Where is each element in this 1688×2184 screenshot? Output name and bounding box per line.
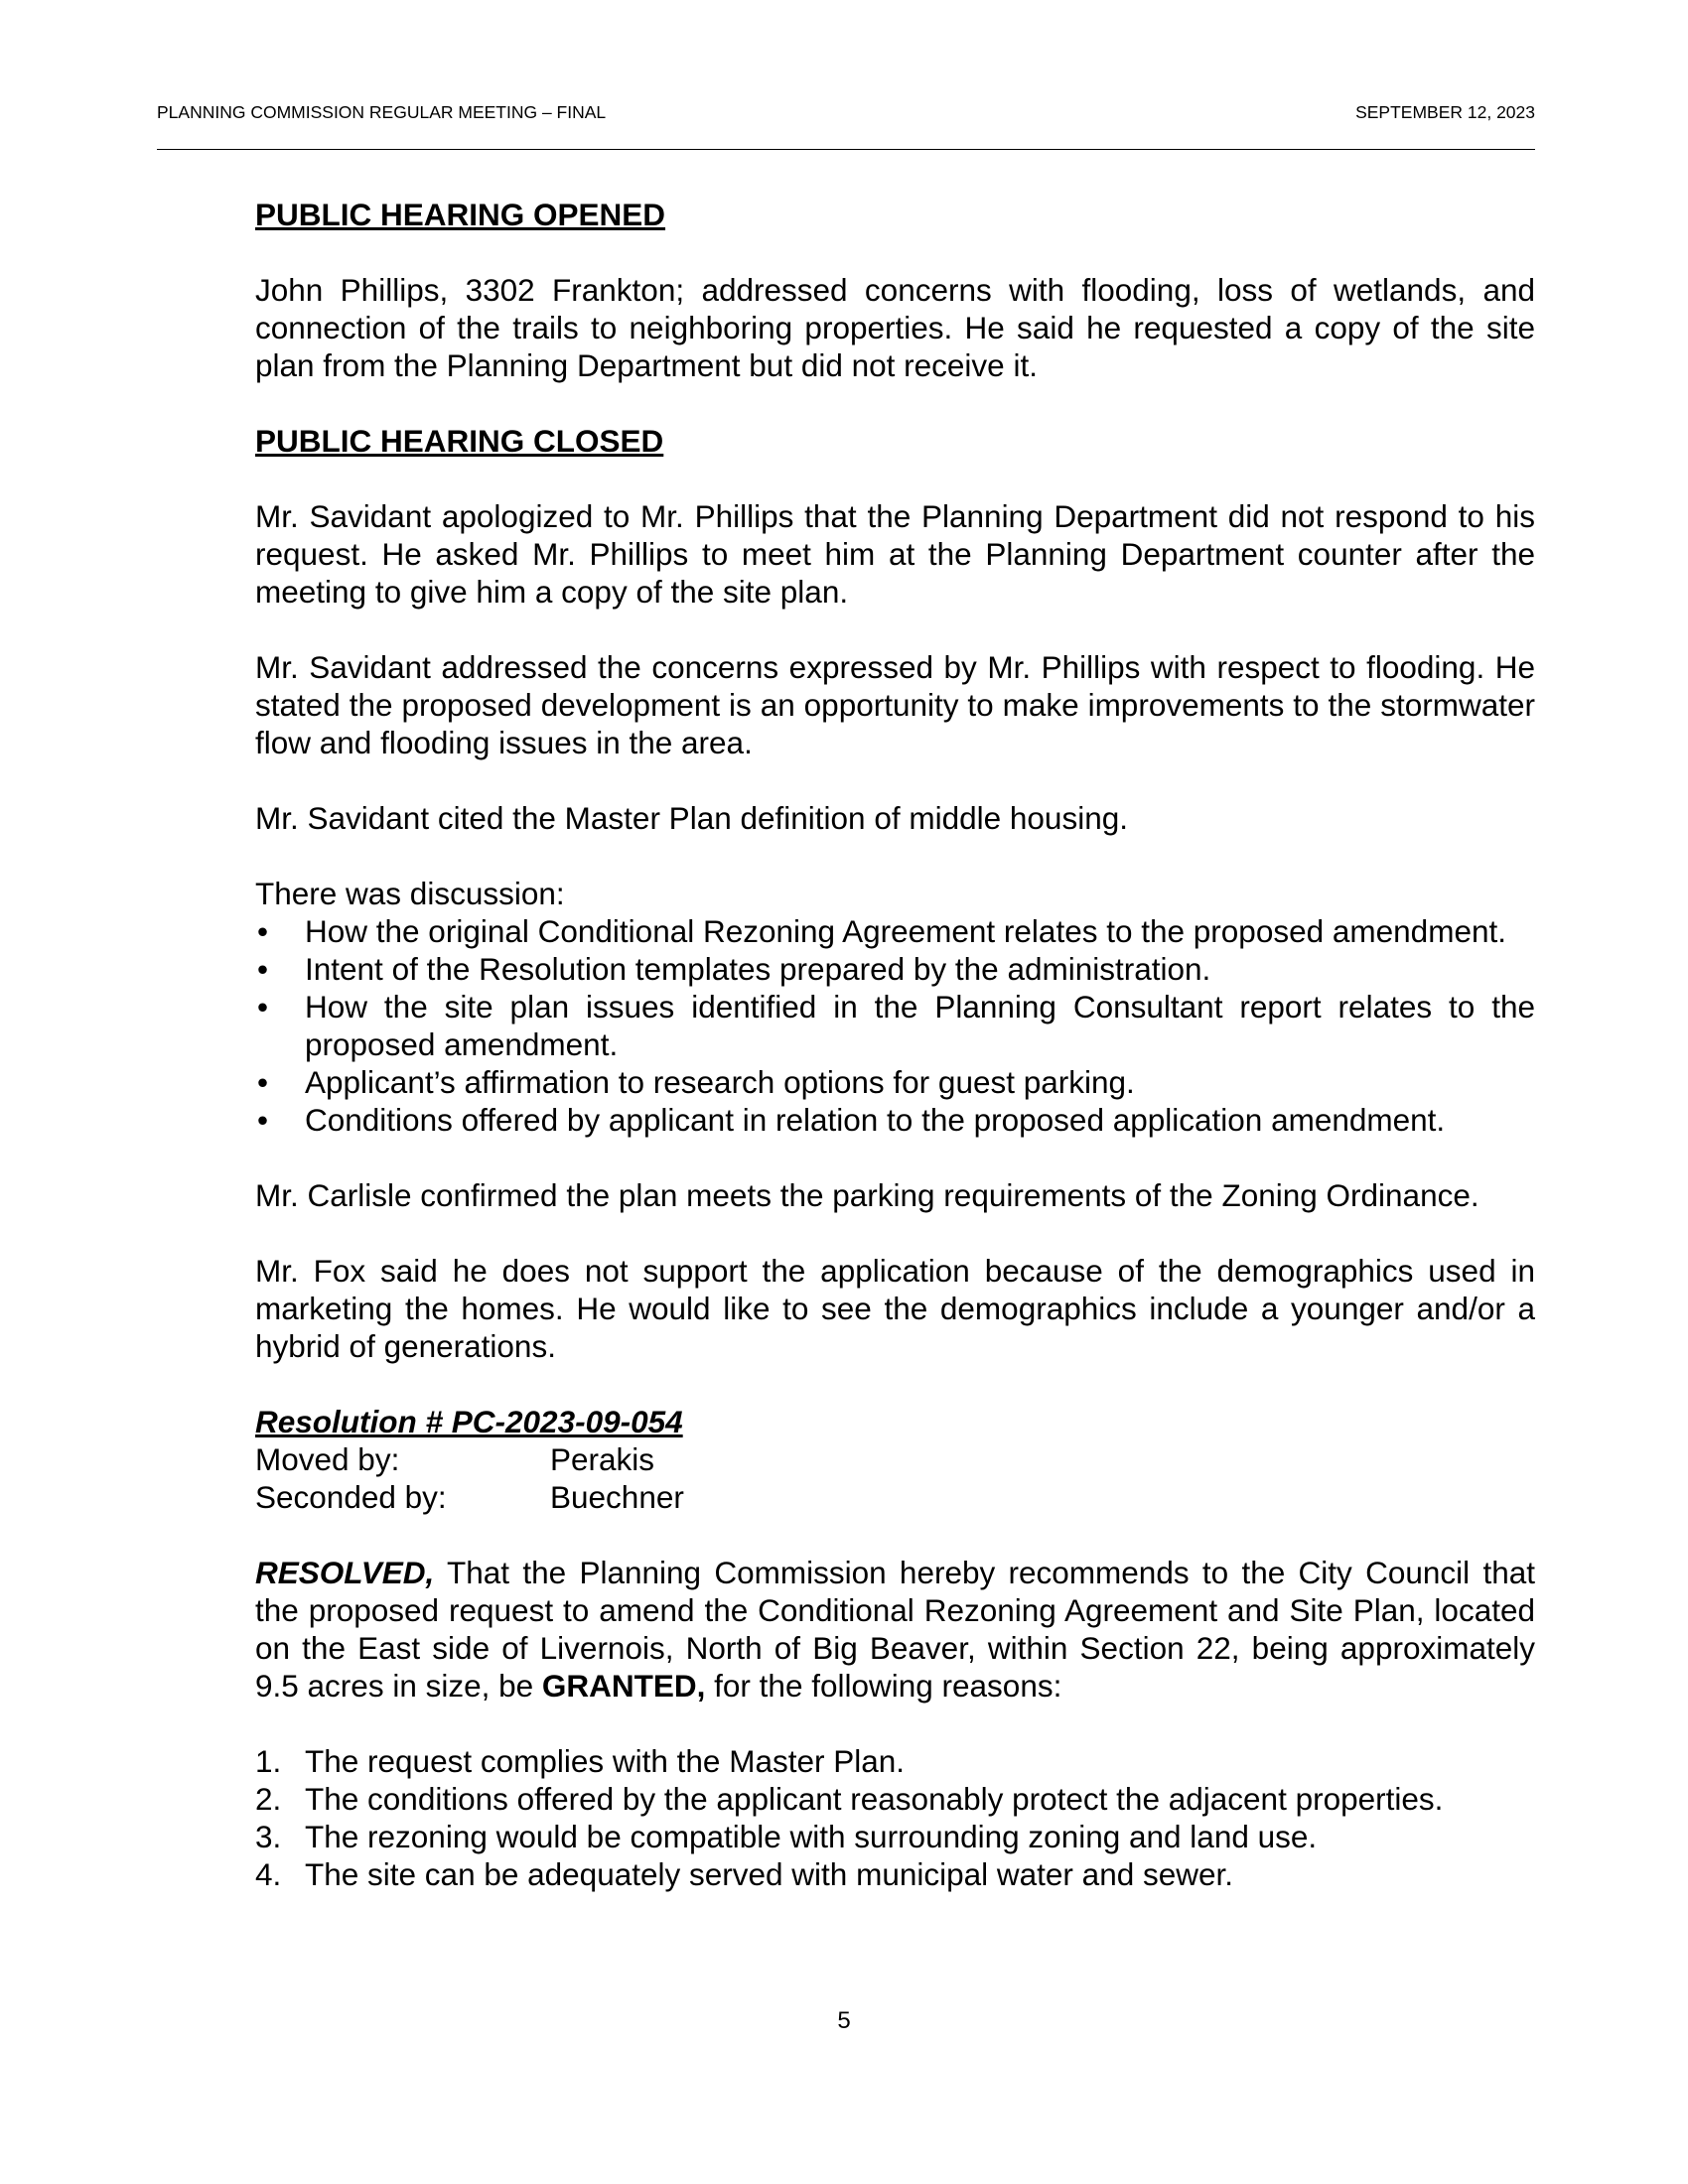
list-item	[255, 1780, 1535, 1818]
list-item: • Conditions offered by applicant in relation to the proposed application amendment.	[255, 1101, 1535, 1139]
reason-number: 3.	[255, 1819, 282, 1854]
reason-text: The site can be adequately served with municipal water and sewer.	[305, 1856, 1234, 1892]
header-meeting-title: PLANNING COMMISSION REGULAR MEETING – FINAL	[157, 102, 607, 122]
public-hearing-closed-heading: PUBLIC HEARING CLOSED	[255, 423, 664, 459]
reasons-list	[255, 1742, 1535, 1893]
discussion-intro: There was discussion:	[255, 876, 565, 911]
resolution-title: Resolution # PC-2023-09-054	[255, 1404, 683, 1439]
page-number: 5	[837, 2007, 851, 2034]
list-item: • Applicant’s affirmation to research options for guest parking.	[255, 1063, 1535, 1101]
header-date: SEPTEMBER 12, 2023	[1355, 102, 1535, 122]
minutes-body	[255, 196, 1535, 1893]
seconded-by-row	[255, 1478, 1535, 1516]
header-rule	[157, 149, 1535, 150]
list-item	[255, 1855, 1535, 1893]
public-comment-paragraph: John Phillips, 3302 Frankton; addressed concerns with flooding, loss of wetlands, and connection of the trails to neighboring properties. He said he requested a copy of the site plan from the Planning Department but did not receive it.	[255, 272, 1535, 383]
public-hearing-opened-heading: PUBLIC HEARING OPENED	[255, 197, 666, 232]
reason-number: 4.	[255, 1856, 282, 1892]
moved-by-value: Perakis	[550, 1441, 655, 1477]
carlisle-paragraph: Mr. Carlisle confirmed the plan meets the parking requirements of the Zoning Ordinance.	[255, 1177, 1479, 1213]
discussion-list	[255, 912, 1535, 1139]
page-header	[157, 102, 1535, 123]
savidant-flooding-paragraph: Mr. Savidant addressed the concerns expressed by Mr. Phillips with respect to flooding. He stated the proposed development is an opportunity to make improvements to the stormwater flow and flooding issues in the area.	[255, 649, 1535, 760]
reason-text: The request complies with the Master Plan.	[305, 1743, 906, 1779]
list-item: • How the original Conditional Rezoning Agreement relates to the proposed amendment.	[255, 912, 1535, 950]
reason-number: 2.	[255, 1781, 282, 1817]
fox-paragraph: Mr. Fox said he does not support the application because of the demographics used in marketing the homes. He would like to see the demographics include a younger and/or a hybrid of generations.	[255, 1253, 1535, 1364]
savidant-master-plan-paragraph: Mr. Savidant cited the Master Plan definition of middle housing.	[255, 800, 1128, 836]
seconded-by-label: Seconded by:	[255, 1479, 447, 1515]
resolved-paragraph	[255, 1554, 1535, 1705]
list-item	[255, 1742, 1535, 1780]
resolved-keyword: RESOLVED,	[255, 1555, 435, 1590]
reason-number: 1.	[255, 1743, 282, 1779]
moved-by-row	[255, 1440, 1535, 1478]
list-item: • How the site plan issues identified in the Planning Consultant report relates to the proposed amendment.	[255, 988, 1535, 1063]
reason-text: The rezoning would be compatible with surrounding zoning and land use.	[305, 1819, 1318, 1854]
savidant-apology-paragraph: Mr. Savidant apologized to Mr. Phillips that the Planning Department did not respond to his request. He asked Mr. Phillips to meet him at the Planning Department counter after the meeting to give him a copy of the site plan.	[255, 498, 1535, 610]
granted-keyword: GRANTED,	[541, 1668, 706, 1704]
list-item: • Intent of the Resolution templates prepared by the administration.	[255, 950, 1535, 988]
moved-by-label: Moved by:	[255, 1441, 400, 1477]
resolved-text-end: for the following reasons:	[705, 1668, 1062, 1704]
seconded-by-value: Buechner	[550, 1479, 684, 1515]
reason-text: The conditions offered by the applicant reasonably protect the adjacent properties.	[305, 1781, 1444, 1817]
list-item	[255, 1818, 1535, 1855]
resolved-text: That the Planning Commission hereby recommends to the City Council that the proposed request to amend the Conditional Rezoning Agreement and Site Plan, located on the East side of Livernois, North of Big Beaver, within Section 22, being approximately 9.5 acres in size, be	[255, 1555, 1535, 1704]
